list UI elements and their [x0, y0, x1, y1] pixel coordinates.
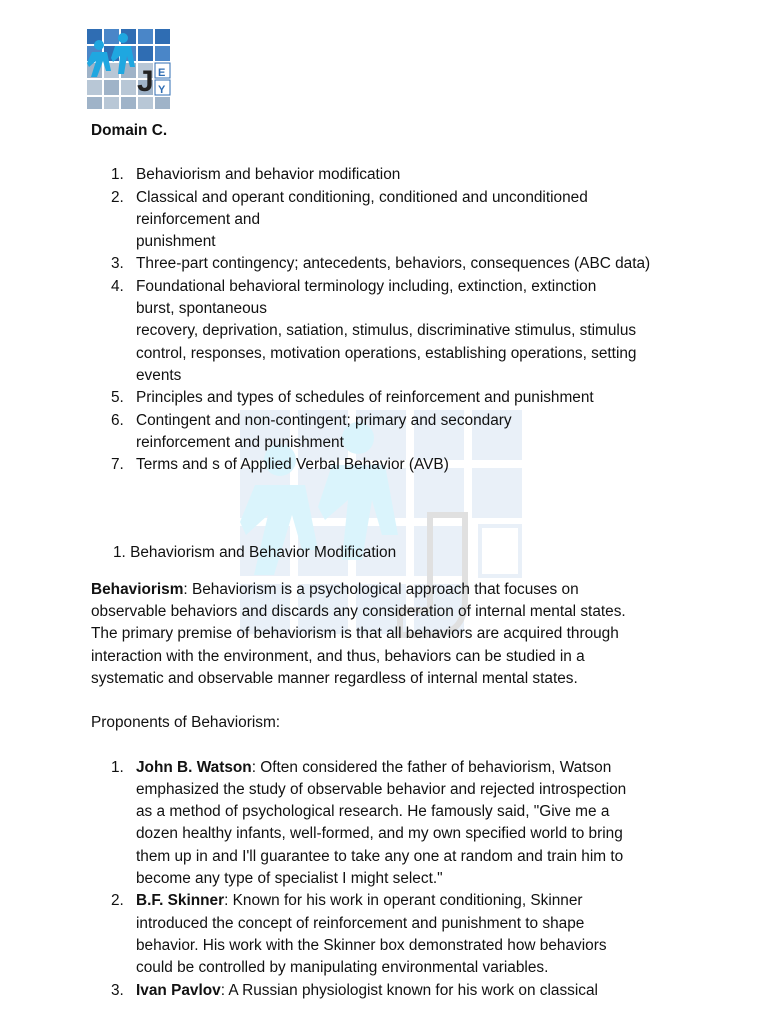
topic-line: burst, spontaneous — [136, 300, 267, 318]
topic-line: reinforcement and punishment — [136, 433, 344, 451]
topic-line: Contingent and non-contingent; primary and secondary — [136, 411, 512, 429]
proponent-item — [91, 980, 681, 1002]
topic-item — [91, 187, 681, 254]
topic-line: punishment — [136, 233, 216, 251]
proponent-line: them up in and I'll guarantee to take any one at random and train him to — [136, 847, 624, 865]
topic-number: 4. — [111, 277, 124, 295]
topic-line: Principles and types of schedules of reinforcement and punishment — [136, 389, 594, 407]
paragraph-text: : Behaviorism is a psychological approach that focuses on — [183, 580, 579, 598]
paragraph-line: observable behaviors and discards any consideration of internal mental states. — [91, 603, 626, 621]
topic-line: Three-part contingency; antecedents, behaviors, consequences (ABC data) — [136, 255, 651, 273]
topic-line: Classical and operant conditioning, conditioned and unconditioned — [136, 188, 588, 206]
topic-number: 1. — [111, 166, 124, 184]
proponent-name: John B. Watson — [136, 758, 252, 776]
topic-line: reinforcement and — [136, 210, 261, 228]
proponent-line: introduced the concept of reinforcement and punishment to shape — [136, 914, 585, 932]
proponent-number: 2. — [111, 892, 124, 910]
topic-line: events — [136, 366, 182, 384]
paragraph-line: interaction with the environment, and thus, behaviors can be studied in a — [91, 647, 585, 665]
term-behaviorism: Behaviorism — [91, 580, 184, 598]
paragraph-line: systematic and observable manner regardless of internal mental states. — [91, 669, 578, 687]
topic-line: Behaviorism and behavior modification — [136, 166, 401, 184]
proponent-line: dozen healthy infants, well-formed, and my own specified world to bring — [136, 825, 623, 843]
domain-heading: Domain C. — [91, 122, 168, 139]
jey-logo — [87, 29, 171, 109]
proponent-line — [136, 980, 681, 1002]
paragraph-line — [91, 579, 681, 601]
topic-item — [91, 276, 681, 387]
section-title: 1. Behaviorism and Behavior Modification — [113, 544, 397, 562]
logo-letter-y: Y — [158, 84, 166, 96]
topic-item — [91, 454, 681, 476]
paragraph-line: The primary premise of behaviorism is that all behaviors are acquired through — [91, 625, 619, 643]
topic-line: Terms and s of Applied Verbal Behavior (AVB) — [136, 456, 449, 474]
proponent-name: Ivan Pavlov — [136, 981, 221, 999]
proponents-title: Proponents of Behaviorism: — [91, 714, 281, 732]
proponent-line — [136, 757, 681, 779]
topic-line: control, responses, motivation operations, establishing operations, setting — [136, 344, 637, 362]
proponent-line: could be controlled by manipulating environmental variables. — [136, 959, 549, 977]
topic-number: 7. — [111, 456, 124, 474]
proponent-text: : Known for his work in operant conditioning, Skinner — [224, 892, 583, 910]
topic-item — [91, 387, 681, 409]
topic-item — [91, 410, 681, 455]
topic-item — [91, 164, 681, 186]
logo-letter-e: E — [158, 67, 166, 79]
topic-line: Foundational behavioral terminology including, extinction, extinction — [136, 277, 597, 295]
proponent-number: 1. — [111, 758, 124, 776]
proponent-line — [136, 890, 681, 912]
behaviorism-paragraph — [91, 579, 681, 690]
proponent-line: become any type of specialist I might select." — [136, 870, 443, 888]
topic-item — [91, 253, 681, 275]
topic-line: recovery, deprivation, satiation, stimulus, discriminative stimulus, stimulus — [136, 322, 637, 340]
proponent-text: : Often considered the father of behaviorism, Watson — [251, 758, 612, 776]
proponent-line: emphasized the study of observable behavior and rejected introspection — [136, 780, 627, 798]
document-content — [91, 120, 681, 1002]
proponent-text: : A Russian physiologist known for his work on classical — [220, 981, 598, 999]
topic-number: 3. — [111, 255, 124, 273]
proponent-item — [91, 890, 681, 979]
proponent-number: 3. — [111, 981, 124, 999]
topic-number: 6. — [111, 411, 124, 429]
topic-number: 5. — [111, 389, 124, 407]
logo-letter-j: J — [137, 65, 154, 98]
proponents-list — [91, 757, 681, 1002]
proponent-line: as a method of psychological research. He famously said, "Give me a — [136, 803, 610, 821]
topic-number: 2. — [111, 188, 124, 206]
proponent-name: B.F. Skinner — [136, 892, 225, 910]
proponent-item — [91, 757, 681, 891]
topic-list — [91, 164, 681, 476]
proponent-line: behavior. His work with the Skinner box demonstrated how behaviors — [136, 936, 607, 954]
